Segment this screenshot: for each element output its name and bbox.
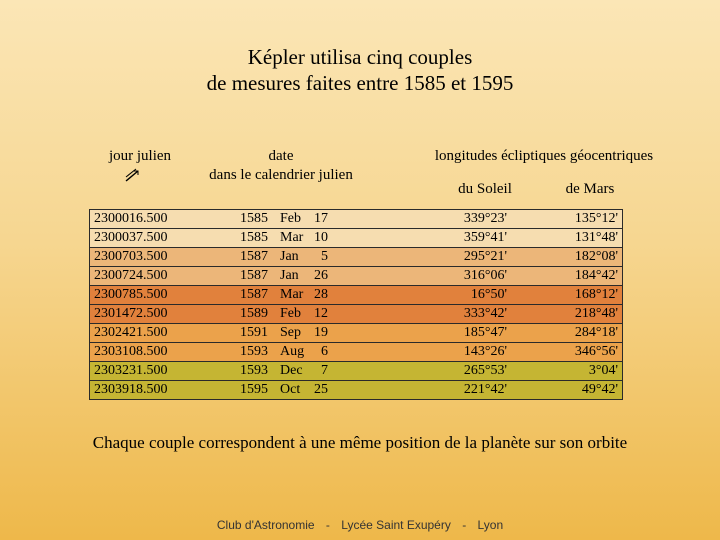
day-cell: 10 xyxy=(314,230,328,245)
day-cell: 6 xyxy=(321,344,328,359)
sun-longitude-cell: 185°47' xyxy=(463,325,507,340)
julian-day-cell: 2302421.500 xyxy=(94,325,168,340)
mars-longitude-cell: 218°48' xyxy=(574,306,618,321)
month-cell: Aug xyxy=(280,344,305,359)
sun-longitude-cell: 333°42' xyxy=(463,306,507,321)
mars-longitude-cell: 184°42' xyxy=(574,268,618,283)
header-mars: de Mars xyxy=(565,181,615,197)
table-row xyxy=(89,209,623,229)
sun-longitude-cell: 221°42' xyxy=(463,382,507,397)
day-cell: 12 xyxy=(314,306,328,321)
sun-longitude-cell: 295°21' xyxy=(463,249,507,264)
table-row xyxy=(89,342,623,362)
julian-day-cell: 2300703.500 xyxy=(94,249,168,264)
mars-longitude-cell: 3°04' xyxy=(588,363,618,378)
julian-day-cell: 2300785.500 xyxy=(94,287,168,302)
mars-longitude-cell: 346°56' xyxy=(574,344,618,359)
data-table xyxy=(89,210,623,400)
month-cell: Mar xyxy=(280,287,304,302)
footer-lycee: Lycée Saint Exupéry xyxy=(341,518,451,532)
footer-dash-1: - xyxy=(325,518,330,532)
table-row xyxy=(89,228,623,248)
julian-day-cell: 2303918.500 xyxy=(94,382,168,397)
month-cell: Mar xyxy=(280,230,304,245)
table-row xyxy=(89,247,623,267)
mars-longitude-cell: 131°48' xyxy=(574,230,618,245)
day-cell: 25 xyxy=(314,382,328,397)
year-cell: 1585 xyxy=(240,211,268,226)
table-row xyxy=(89,323,623,343)
sun-longitude-cell: 143°26' xyxy=(463,344,507,359)
table-row xyxy=(89,380,623,400)
header-jour-julien: jour julien xyxy=(108,148,172,164)
day-cell: 26 xyxy=(314,268,328,283)
mars-longitude-cell: 135°12' xyxy=(574,211,618,226)
sun-longitude-cell: 16°50' xyxy=(470,287,507,302)
cursor-icon xyxy=(124,168,140,182)
table-row xyxy=(89,285,623,305)
slide-title xyxy=(0,44,720,96)
day-cell: 28 xyxy=(314,287,328,302)
mars-longitude-cell: 284°18' xyxy=(574,325,618,340)
year-cell: 1593 xyxy=(240,363,268,378)
sun-longitude-cell: 339°23' xyxy=(463,211,507,226)
mars-longitude-cell: 168°12' xyxy=(574,287,618,302)
month-cell: Oct xyxy=(280,382,301,397)
header-date-line-1: date xyxy=(268,148,294,164)
month-cell: Dec xyxy=(280,363,303,378)
julian-day-cell: 2300724.500 xyxy=(94,268,168,283)
table-row xyxy=(89,304,623,324)
year-cell: 1587 xyxy=(240,249,268,264)
year-cell: 1591 xyxy=(240,325,268,340)
day-cell: 7 xyxy=(321,363,328,378)
julian-day-cell: 2301472.500 xyxy=(94,306,168,321)
year-cell: 1585 xyxy=(240,230,268,245)
year-cell: 1587 xyxy=(240,287,268,302)
conclusion-text: Chaque couple correspondent à une même position de la planète sur son orbite xyxy=(92,433,628,452)
month-cell: Sep xyxy=(280,325,301,340)
header-date-line-2: dans le calendrier julien xyxy=(209,167,353,183)
header-soleil: du Soleil xyxy=(458,181,512,197)
day-cell: 5 xyxy=(321,249,328,264)
header-date xyxy=(190,147,372,185)
julian-day-cell: 2300037.500 xyxy=(94,230,168,245)
title-line-2: de mesures faites entre 1585 et 1595 xyxy=(206,71,514,95)
year-cell: 1595 xyxy=(240,382,268,397)
sun-longitude-cell: 316°06' xyxy=(463,268,507,283)
mars-longitude-cell: 182°08' xyxy=(574,249,618,264)
julian-day-cell: 2303108.500 xyxy=(94,344,168,359)
year-cell: 1593 xyxy=(240,344,268,359)
sun-longitude-cell: 265°53' xyxy=(463,363,507,378)
mars-longitude-cell: 49°42' xyxy=(581,382,618,397)
footer-city: Lyon xyxy=(477,518,504,532)
year-cell: 1589 xyxy=(240,306,268,321)
year-cell: 1587 xyxy=(240,268,268,283)
day-cell: 19 xyxy=(314,325,328,340)
sun-longitude-cell: 359°41' xyxy=(463,230,507,245)
month-cell: Jan xyxy=(280,249,299,264)
julian-day-cell: 2300016.500 xyxy=(94,211,168,226)
julian-day-cell: 2303231.500 xyxy=(94,363,168,378)
header-longitudes: longitudes écliptiques géocentriques xyxy=(434,148,654,164)
day-cell: 17 xyxy=(314,211,328,226)
footer xyxy=(0,518,720,532)
month-cell: Jan xyxy=(280,268,299,283)
footer-dash-2: - xyxy=(462,518,467,532)
month-cell: Feb xyxy=(280,211,301,226)
table-row xyxy=(89,361,623,381)
footer-club: Club d'Astronomie xyxy=(216,518,315,532)
table-row xyxy=(89,266,623,286)
month-cell: Feb xyxy=(280,306,301,321)
title-line-1: Képler utilisa cinq couples xyxy=(247,45,473,69)
